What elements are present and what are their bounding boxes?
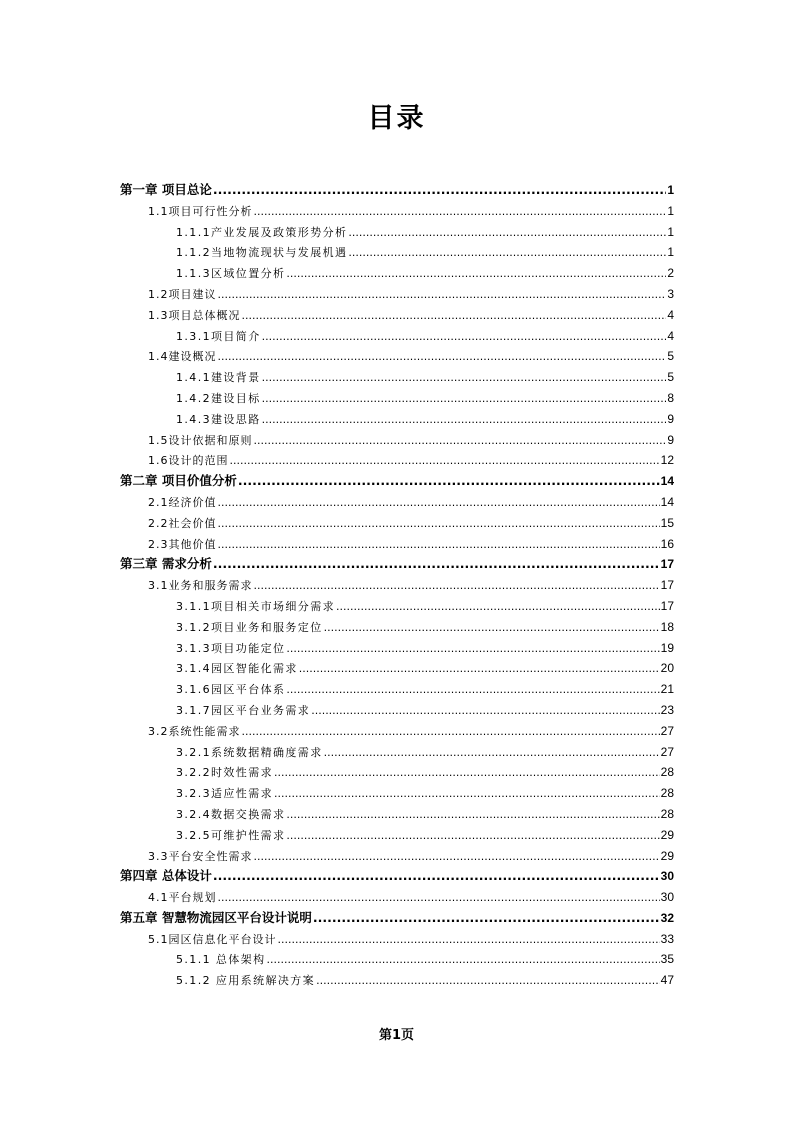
toc-entry-label: 2.2社会价值 (148, 516, 217, 530)
toc-chapter-entry[interactable] (120, 471, 674, 492)
toc-dot-leader (218, 493, 660, 514)
toc-dot-leader (218, 514, 660, 535)
toc-entry-label: 5.1.1 总体架构 (176, 953, 266, 967)
toc-entry-page-number: 28 (660, 786, 674, 801)
toc-entry-page-number: 14 (660, 474, 674, 489)
toc-entry-page-number: 5 (667, 349, 674, 364)
toc-dot-leader (348, 223, 666, 244)
page-title: 目录 (367, 103, 426, 134)
toc-entry-label: 1.2项目建议 (148, 287, 217, 301)
toc-entry-label: 1.4.3建设思路 (176, 412, 261, 426)
toc-entry-label: 1.1.2当地物流现状与发展机遇 (176, 246, 348, 260)
toc-entry-page-number: 20 (660, 661, 674, 676)
toc-section-entry[interactable] (120, 949, 674, 970)
toc-dot-leader (274, 763, 660, 784)
toc-entry-page-number: 30 (660, 890, 674, 905)
toc-dot-leader (254, 431, 667, 452)
toc-section-entry[interactable] (120, 367, 674, 388)
toc-dot-leader (278, 930, 660, 951)
toc-dot-leader (254, 847, 660, 868)
toc-entry-label: 3.2.4数据交换需求 (176, 807, 286, 821)
toc-dot-leader (218, 888, 660, 909)
toc-section-entry[interactable] (120, 762, 674, 783)
toc-dot-leader (213, 180, 666, 201)
toc-entry-label: 3.1.4园区智能化需求 (176, 662, 298, 676)
toc-dot-leader (262, 327, 667, 348)
toc-entry-page-number: 1 (667, 245, 674, 260)
toc-dot-leader (286, 805, 659, 826)
toc-entry-label: 第四章 总体设计 (120, 868, 212, 884)
toc-entry-page-number: 12 (660, 453, 674, 468)
toc-entry-page-number: 27 (660, 744, 674, 759)
toc-dot-leader (267, 950, 660, 971)
toc-entry-label: 2.3其他价值 (148, 537, 217, 551)
toc-dot-leader (254, 576, 660, 597)
toc-entry-label: 1.4.2建设目标 (176, 391, 261, 405)
toc-entry-page-number: 28 (660, 765, 674, 780)
toc-section-entry[interactable] (120, 201, 674, 222)
toc-entry-page-number: 17 (660, 557, 674, 572)
toc-entry-page-number: 33 (660, 931, 674, 946)
toc-entry-page-number: 18 (660, 619, 674, 634)
toc-entry-label: 1.3.1项目简介 (176, 329, 261, 343)
toc-section-entry[interactable] (120, 700, 674, 721)
toc-section-entry[interactable] (120, 326, 674, 347)
toc-section-entry[interactable] (120, 284, 674, 305)
toc-section-entry[interactable] (120, 409, 674, 430)
toc-entry-page-number: 4 (667, 328, 674, 343)
toc-dot-leader (313, 908, 660, 929)
toc-entry-label: 3.1业务和服务需求 (148, 579, 253, 593)
toc-entry-page-number: 28 (660, 806, 674, 821)
toc-entry-label: 1.4.1建设背景 (176, 371, 261, 385)
toc-entry-page-number: 5 (667, 370, 674, 385)
toc-section-entry[interactable] (120, 970, 674, 991)
toc-entry-label: 1.1.3区域位置分析 (176, 267, 286, 281)
toc-section-entry[interactable] (120, 658, 674, 679)
toc-entry-page-number: 14 (660, 494, 674, 509)
toc-entry-page-number: 19 (660, 640, 674, 655)
toc-section-entry[interactable] (120, 679, 674, 700)
toc-dot-leader (218, 535, 660, 556)
toc-entry-label: 1.6设计的范围 (148, 454, 229, 468)
toc-section-entry[interactable] (120, 825, 674, 846)
toc-section-entry[interactable] (120, 242, 674, 263)
toc-section-entry[interactable] (120, 742, 674, 763)
toc-dot-leader (286, 264, 666, 285)
toc-dot-leader (242, 722, 660, 743)
toc-entry-label: 3.2.1系统数据精确度需求 (176, 745, 323, 759)
toc-section-entry[interactable] (120, 721, 674, 742)
toc-chapter-entry[interactable] (120, 908, 674, 929)
toc-dot-leader (213, 866, 660, 887)
toc-dot-leader (262, 410, 667, 431)
toc-section-entry[interactable] (120, 783, 674, 804)
toc-section-entry[interactable] (120, 388, 674, 409)
toc-entry-label: 3.1.6园区平台体系 (176, 683, 286, 697)
toc-entry-label: 1.1.1产业发展及政策形势分析 (176, 225, 348, 239)
toc-dot-leader (286, 639, 659, 660)
toc-dot-leader (274, 784, 660, 805)
toc-entry-page-number: 4 (667, 307, 674, 322)
toc-entry-label: 1.3项目总体概况 (148, 308, 241, 322)
toc-entry-label: 5.1.2 应用系统解决方案 (176, 974, 316, 988)
toc-section-entry[interactable] (120, 492, 674, 513)
toc-entry-page-number: 17 (660, 578, 674, 593)
toc-section-entry[interactable] (120, 534, 674, 555)
toc-dot-leader (324, 743, 660, 764)
toc-entry-page-number: 1 (667, 203, 674, 218)
toc-section-entry[interactable] (120, 887, 674, 908)
toc-entry-page-number: 3 (667, 286, 674, 301)
toc-entry-page-number: 27 (660, 723, 674, 738)
toc-section-entry[interactable] (120, 846, 674, 867)
toc-entry-page-number: 9 (667, 411, 674, 426)
toc-entry-label: 第五章 智慧物流园区平台设计说明 (120, 909, 312, 925)
toc-entry-page-number: 1 (667, 224, 674, 239)
table-of-contents (120, 180, 674, 991)
toc-section-entry[interactable] (120, 346, 674, 367)
toc-entry-label: 2.1经济价值 (148, 495, 217, 509)
page-number-footer: 第1页 (378, 1028, 415, 1043)
toc-section-entry[interactable] (120, 305, 674, 326)
toc-dot-leader (213, 554, 660, 575)
toc-entry-page-number: 2 (667, 266, 674, 281)
toc-entry-label: 3.1.1项目相关市场细分需求 (176, 599, 335, 613)
toc-dot-leader (262, 368, 667, 389)
toc-dot-leader (286, 680, 659, 701)
toc-dot-leader (286, 826, 659, 847)
toc-section-entry[interactable] (120, 575, 674, 596)
toc-entry-label: 5.1园区信息化平台设计 (148, 932, 277, 946)
toc-dot-leader (254, 202, 667, 223)
toc-entry-label: 3.1.2项目业务和服务定位 (176, 620, 323, 634)
toc-dot-leader (336, 597, 660, 618)
toc-chapter-entry[interactable] (120, 180, 674, 201)
toc-section-entry[interactable] (120, 638, 674, 659)
toc-section-entry[interactable] (120, 929, 674, 950)
toc-dot-leader (218, 347, 667, 368)
toc-entry-label: 1.5设计依据和原则 (148, 433, 253, 447)
toc-entry-page-number: 35 (660, 952, 674, 967)
toc-chapter-entry[interactable] (120, 866, 674, 887)
toc-section-entry[interactable] (120, 263, 674, 284)
toc-entry-label: 1.4建设概况 (148, 350, 217, 364)
toc-section-entry[interactable] (120, 617, 674, 638)
toc-entry-label: 3.1.3项目功能定位 (176, 641, 286, 655)
toc-dot-leader (348, 243, 666, 264)
toc-entry-label: 3.3平台安全性需求 (148, 849, 253, 863)
toc-entry-label: 第二章 项目价值分析 (120, 473, 237, 489)
toc-entry-label: 第一章 项目总论 (120, 182, 212, 197)
toc-dot-leader (238, 471, 660, 492)
toc-dot-leader (230, 451, 660, 472)
toc-entry-page-number: 15 (660, 515, 674, 530)
toc-dot-leader (242, 306, 667, 327)
toc-entry-label: 1.1项目可行性分析 (148, 204, 253, 218)
toc-dot-leader (262, 389, 667, 410)
toc-section-entry[interactable] (120, 513, 674, 534)
toc-section-entry[interactable] (120, 222, 674, 243)
toc-entry-label: 3.1.7园区平台业务需求 (176, 703, 311, 717)
toc-section-entry[interactable] (120, 596, 674, 617)
toc-entry-page-number: 17 (660, 598, 674, 613)
toc-dot-leader (316, 971, 660, 992)
toc-chapter-entry[interactable] (120, 554, 674, 575)
toc-entry-page-number: 29 (660, 848, 674, 863)
toc-entry-label: 4.1平台规划 (148, 891, 217, 905)
toc-dot-leader (311, 701, 659, 722)
toc-entry-page-number: 47 (660, 973, 674, 988)
toc-section-entry[interactable] (120, 450, 674, 471)
toc-entry-page-number: 21 (660, 682, 674, 697)
toc-dot-leader (299, 659, 660, 680)
toc-entry-page-number: 29 (660, 827, 674, 842)
toc-section-entry[interactable] (120, 804, 674, 825)
toc-dot-leader (218, 285, 667, 306)
toc-entry-page-number: 32 (660, 910, 674, 925)
toc-entry-label: 3.2系统性能需求 (148, 724, 241, 738)
toc-entry-label: 3.2.2时效性需求 (176, 766, 273, 780)
toc-entry-page-number: 30 (660, 869, 674, 884)
toc-entry-label: 3.2.3适应性需求 (176, 787, 273, 801)
toc-section-entry[interactable] (120, 430, 674, 451)
toc-entry-page-number: 23 (660, 702, 674, 717)
toc-dot-leader (324, 618, 660, 639)
toc-entry-page-number: 8 (667, 390, 674, 405)
toc-entry-page-number: 16 (660, 536, 674, 551)
toc-entry-label: 第三章 需求分析 (120, 556, 212, 572)
toc-entry-page-number: 9 (667, 432, 674, 447)
toc-entry-label: 3.2.5可维护性需求 (176, 828, 286, 842)
toc-entry-page-number: 1 (667, 183, 674, 197)
